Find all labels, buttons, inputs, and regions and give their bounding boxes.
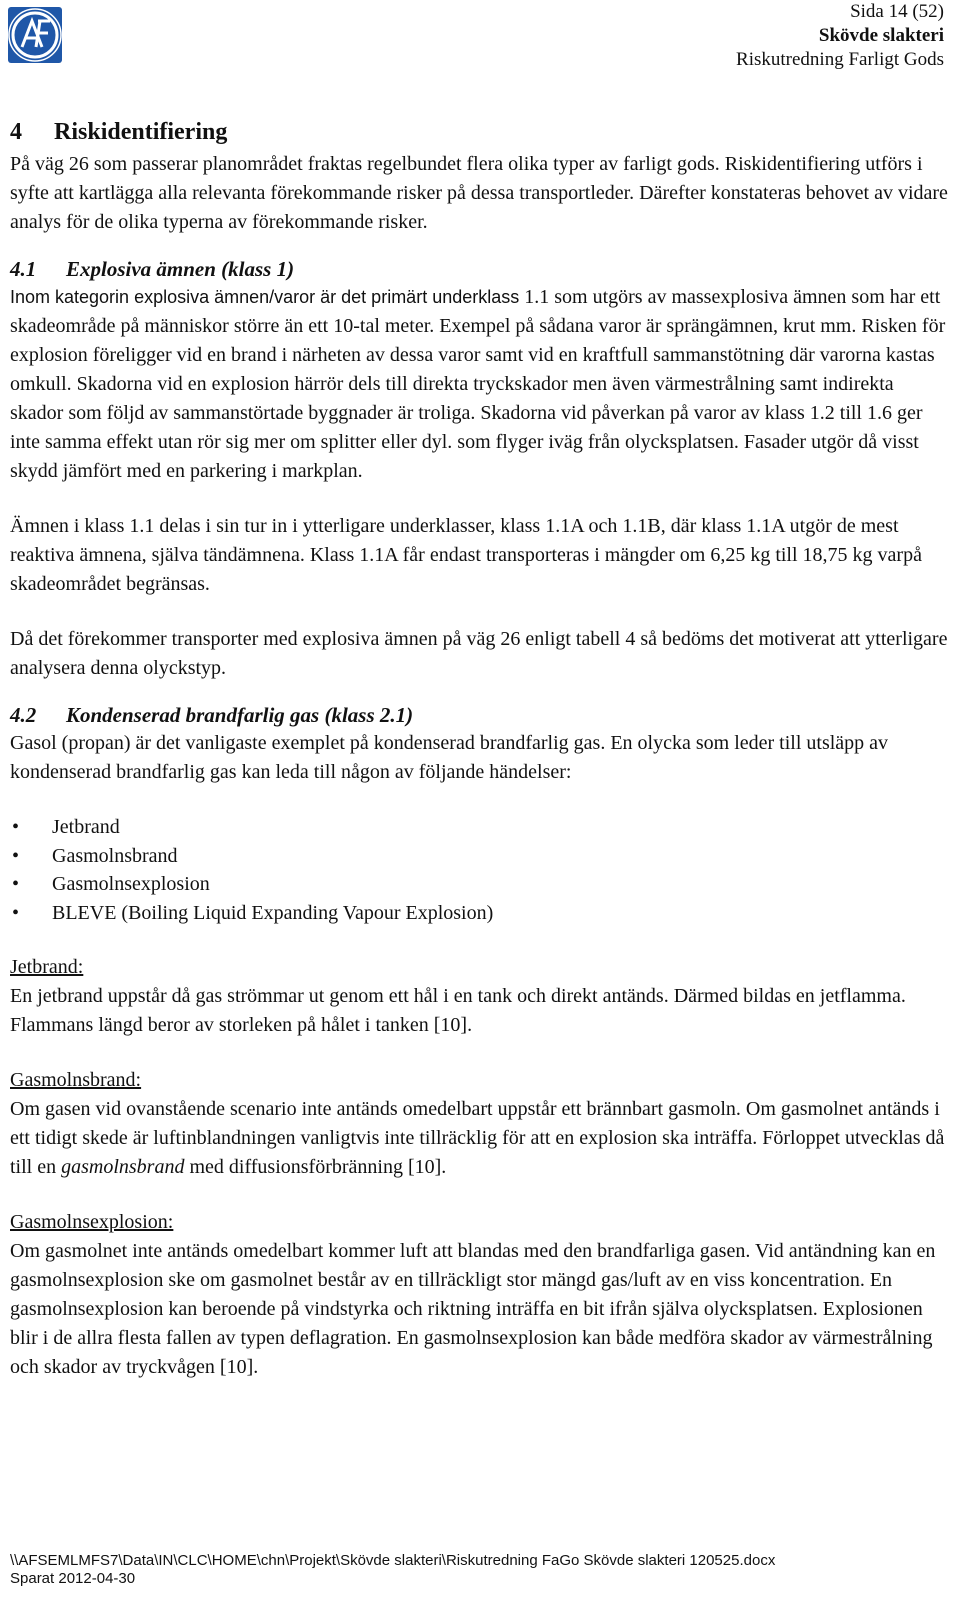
- section-4-2-heading: 4.2 Kondenserad brandfarlig gas (klass 2.1): [10, 703, 414, 727]
- list-item: • BLEVE (Boiling Liquid Expanding Vapour Explosion): [10, 899, 950, 928]
- saved-date: Sparat 2012-04-30: [10, 1570, 136, 1587]
- section-4-1-heading: 4.1 Explosiva ämnen (klass 1): [10, 257, 295, 281]
- document-body: [10, 114, 950, 1382]
- gasmolnsbrand-heading: Gasmolnsbrand:: [10, 1069, 142, 1091]
- section-4-1-paragraph: Inom kategorin explosiva ämnen/varor är det primärt underklass 1.1 som utgörs av massexplosiva ämnen som har ett skadeområde på människor större än ett 10-tal meter. Exempel på sådana varor är sprängämnen, krut mm. Risken för explosion föreligger vid en brand i närheten av dessa varor samt vid en kraftfull sammanstötning där varorna kastas omkull. Skadorna vid en explosion härrör dels till direkta tryckskador men även värmestrålning samt indirekta skador som följd av sammanstörtade byggnader är troliga. Skadorna vid påverkan på varor av klass 1.2 till 1.6 ger inte samma effekt utan rör sig mer om splitter eller dyl. som flyger iväg från olycksplatsen. Fasader utgör då visst skydd jämfört med en parkering i markplan.: [10, 286, 946, 482]
- jetbrand-paragraph: En jetbrand uppstår då gas strömmar ut genom ett hål i en tank och direkt antänds. Därmed bildas en jetflamma. Flammans längd beror av storleken på hålet i tanken [10].: [10, 985, 906, 1036]
- section-4-1-paragraph-3: Då det förekommer transporter med explosiva ämnen på väg 26 enligt tabell 4 så bedöms det motiverat att ytterligare analysera denna olyckstyp.: [10, 628, 948, 679]
- jetbrand-heading: Jetbrand:: [10, 956, 84, 978]
- list-item: • Gasmolnsbrand: [10, 842, 950, 871]
- page-footer: [10, 1552, 950, 1588]
- section-4-2-intro: Gasol (propan) är det vanligaste exemplet på kondenserad brandfarlig gas. En olycka som leder till utsläpp av kondenserad brandfarlig gas kan leda till någon av följande händelser:: [10, 732, 889, 783]
- gasmolnsexplosion-heading: Gasmolnsexplosion:: [10, 1211, 174, 1233]
- list-item: • Jetbrand: [10, 813, 950, 842]
- list-item: • Gasmolnsexplosion: [10, 870, 950, 899]
- page-number: Sida 14 (52): [850, 1, 944, 22]
- gasmolnsbrand-paragraph: Om gasen vid ovanstående scenario inte antänds omedelbart uppstår ett brännbart gasmoln. Om gasmolnet antänds i ett tidigt skede är luftinblandningen vanligtvis inte tillräcklig för att en explosion ska inträffa. Förloppet utvecklas då till en gasmolnsbrand med diffusionsförbränning [10].: [10, 1098, 945, 1178]
- event-list: [10, 813, 950, 927]
- gasmolnsexplosion-paragraph: Om gasmolnet inte antänds omedelbart kommer luft att blandas med den brandfarliga gasen. Vid antändning kan en gasmolnsexplosion ske om gasmolnet består av en tillräckligt stor mängd gas/luft av en viss koncentration. En gasmolnsexplosion kan beroende på vindstyrka och riktning inträffa en bit ifrån själva olycksplatsen. Explosionen blir i de allra flesta fallen av typen deflagration. En gasmolnsexplosion kan både medföra skador av värmestrålning och skador av tryckvågen [10].: [10, 1240, 936, 1378]
- section-4-1-paragraph-2: Ämnen i klass 1.1 delas i sin tur in i ytterligare underklasser, klass 1.1A och 1.1B, där klass 1.1A utgör de mest reaktiva ämnena, själva tändämnena. Klass 1.1A får endast transporteras i mängder om 6,25 kg till 18,75 kg varpå skadeområdet begränsas.: [10, 515, 922, 595]
- file-path: \\AFSEMLMFS7\Data\IN\CLC\HOME\chn\Projekt\Skövde slakteri\Riskutredning FaGo Skövde slakteri 120525.docx: [10, 1552, 776, 1569]
- section-4-paragraph: På väg 26 som passerar planområdet fraktas regelbundet flera olika typer av farligt gods. Riskidentifiering utförs i syfte att kartlägga alla relevanta förekommande risker på dessa transportleder. Därefter konstateras behovet av vidare analys för de olika typerna av förekommande risker.: [10, 153, 948, 233]
- document-title: Riskutredning Farligt Gods: [736, 49, 944, 70]
- page-header: [736, 0, 944, 72]
- section-4-heading: 4 Riskidentifiering: [10, 119, 228, 145]
- company-name: Skövde slakteri: [818, 25, 944, 46]
- company-logo: [8, 7, 62, 63]
